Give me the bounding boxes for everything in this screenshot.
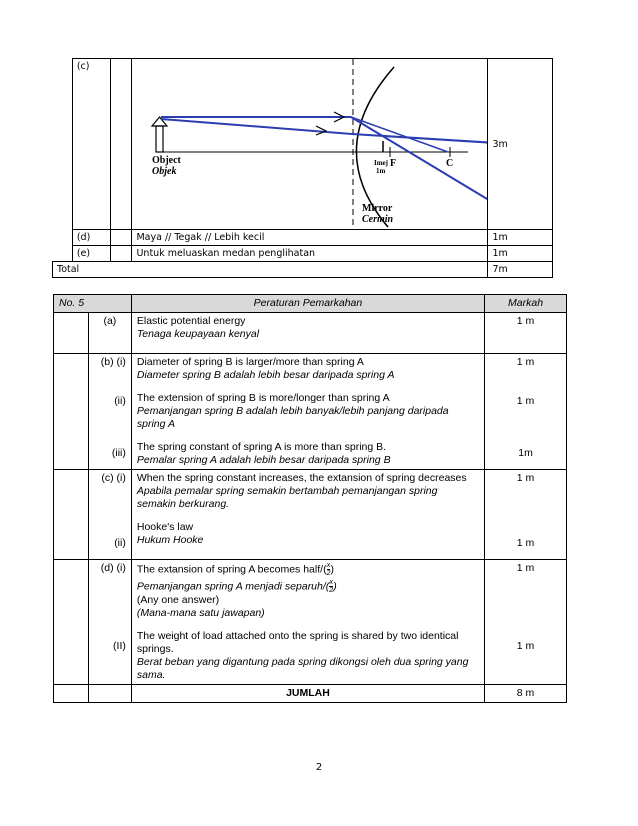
q5c-i-mark: 1 m [516, 472, 535, 484]
q5d-note-malay: (Mana-mana satu jawapan) [136, 607, 265, 619]
q5d-ii-mark: 1 m [516, 640, 535, 652]
q5b-iii-english: The spring constant of spring A is more than spring B. [136, 441, 387, 453]
q5b-iii-label: (iii) [111, 447, 126, 459]
q5c-ii-malay: Hukum Hooke [136, 534, 204, 546]
q5c-label: (c) (i) [101, 472, 126, 484]
fraction-x-over-2-malay: $\frac{x}{2}$ [329, 579, 334, 594]
row-e-answer: Untuk meluaskan medan penglihatan [132, 246, 488, 262]
row-d-answer: Maya // Tegak // Lebih kecil [132, 230, 488, 246]
q5d-i-english: The extansion of spring A becomes half/ [136, 563, 324, 576]
answer-table-1 [52, 58, 553, 278]
center-label: C [446, 158, 454, 169]
page-number: 2 [315, 762, 323, 773]
q5d-i-malay: Pemanjangan spring A menjadi separuh/ [136, 580, 326, 593]
q5a-malay: Tenaga keupayaan kenyal [136, 328, 260, 340]
q5b-iii-malay: Pemalar spring A adalah lebih besar daripada spring B [136, 454, 391, 466]
total-mark: 7m [488, 262, 553, 278]
q5c-i-malay: Apabila pemalar spring semakin bertambah pemanjangan spring semakin berkurang. [136, 485, 438, 510]
fraction-x-over-2: $\frac{x}{2}$ [326, 562, 331, 577]
mirror-label: Mirror [362, 203, 393, 214]
header-mark: Markah [485, 295, 567, 313]
object-label: Object [152, 155, 182, 166]
q5c-i-english: When the spring constant increases, the extansion of spring decreases [136, 472, 467, 484]
q5c-ii-mark: 1 m [516, 537, 535, 549]
q5c-ii-english: Hooke's law [136, 521, 194, 533]
row-e-label: (e) [72, 246, 110, 262]
q5b-ii-malay: Pemanjangan spring B adalah lebih banyak/lebih panjang daripada spring A [136, 405, 449, 430]
q5b-ii-label: (ii) [114, 395, 126, 407]
q5b-iii-mark: 1m [518, 447, 533, 459]
image-label: Imej [374, 159, 389, 167]
row-d-mark: 1m [488, 230, 553, 246]
q5b-i-english: Diameter of spring B is larger/more than spring A [136, 356, 364, 368]
q5b-i-malay: Diameter spring B adalah lebih besar daripada spring A [136, 369, 395, 381]
focal-label: F [390, 158, 397, 169]
row-c-mark: 3m [488, 59, 553, 230]
header-scheme: Peraturan Pemarkahan [131, 295, 484, 313]
row-e-mark: 1m [488, 246, 553, 262]
q5d-ii-malay: Berat beban yang digantung pada spring dikongsi oleh dua spring yang sama. [136, 656, 469, 681]
q5b-ii-english: The extension of spring B is more/longer than spring A [136, 392, 390, 404]
q5d-ii-label: (II) [113, 640, 126, 652]
object-arrow [152, 117, 167, 152]
jumlah-label: JUMLAH [131, 685, 484, 703]
marking-scheme-table: No. 5 Peraturan Pemarkahan Markah (a) Elastic potential energy Tenaga keupayaan kenyal 1 m (b) (i) (ii) (iii) Diameter of spring B is larger/more than spring A Diameter spring B adalah lebih besar daripada spring A The extension of spring B is more/longer than spring A Pemanjangan spring B adalah lebih banyak/lebih panjang daripada spring A The spring constant of spring A is more than spring B. Pemalar spring A adalah lebih besar daripada spring B 1 m 1 m 1m (c) (i) (ii) When the spring constant increases, the extansion of spring decreases Apabila pemalar spring semakin bertambah pemanjangan spring semakin berkurang. Hooke's law Hukum Hooke 1 m 1 m (d) (i) (II) The extansion of spring A becomes half/( $\frac{x}{2}$ ) Pemanjangan spring A menjadi separuh/( $\frac{x}{2}$ ) (Any one answer) (Mana-mana satu jawapan) The weight of load attached onto the spring is shared by two identical springs. Berat beban yang digantung pada spring dikongsi oleh dua spring yang sama. 1 m 1 m JUMLAH 8 m [53, 294, 567, 703]
q5a-english: Elastic potential energy [136, 315, 246, 327]
row-c-label: (c) [72, 59, 110, 230]
q5d-label: (d) (i) [100, 562, 126, 574]
object-label-malay: Objek [152, 166, 177, 177]
q5b-label: (b) (i) [100, 356, 126, 368]
q5a-label: (a) [88, 313, 131, 354]
q5d-note-english: (Any one answer) [136, 594, 220, 606]
q5b-i-mark: 1 m [516, 356, 535, 368]
row-d-label: (d) [72, 230, 110, 246]
q5a-mark: 1 m [485, 313, 567, 354]
q5c-ii-label: (ii) [114, 537, 126, 549]
ray-diagram-cell [132, 59, 488, 230]
mirror-ray-diagram [132, 59, 487, 229]
header-no: No. 5 [54, 295, 132, 313]
total-label: Total [53, 262, 488, 278]
image-mark: 1m [376, 167, 386, 175]
mirror-label-malay: Cermin [362, 214, 394, 225]
q5d-ii-english: The weight of load attached onto the spring is shared by two identical springs. [136, 630, 459, 655]
q5b-ii-mark: 1 m [516, 395, 535, 407]
q5d-i-mark: 1 m [516, 562, 535, 574]
jumlah-mark: 8 m [485, 685, 567, 703]
